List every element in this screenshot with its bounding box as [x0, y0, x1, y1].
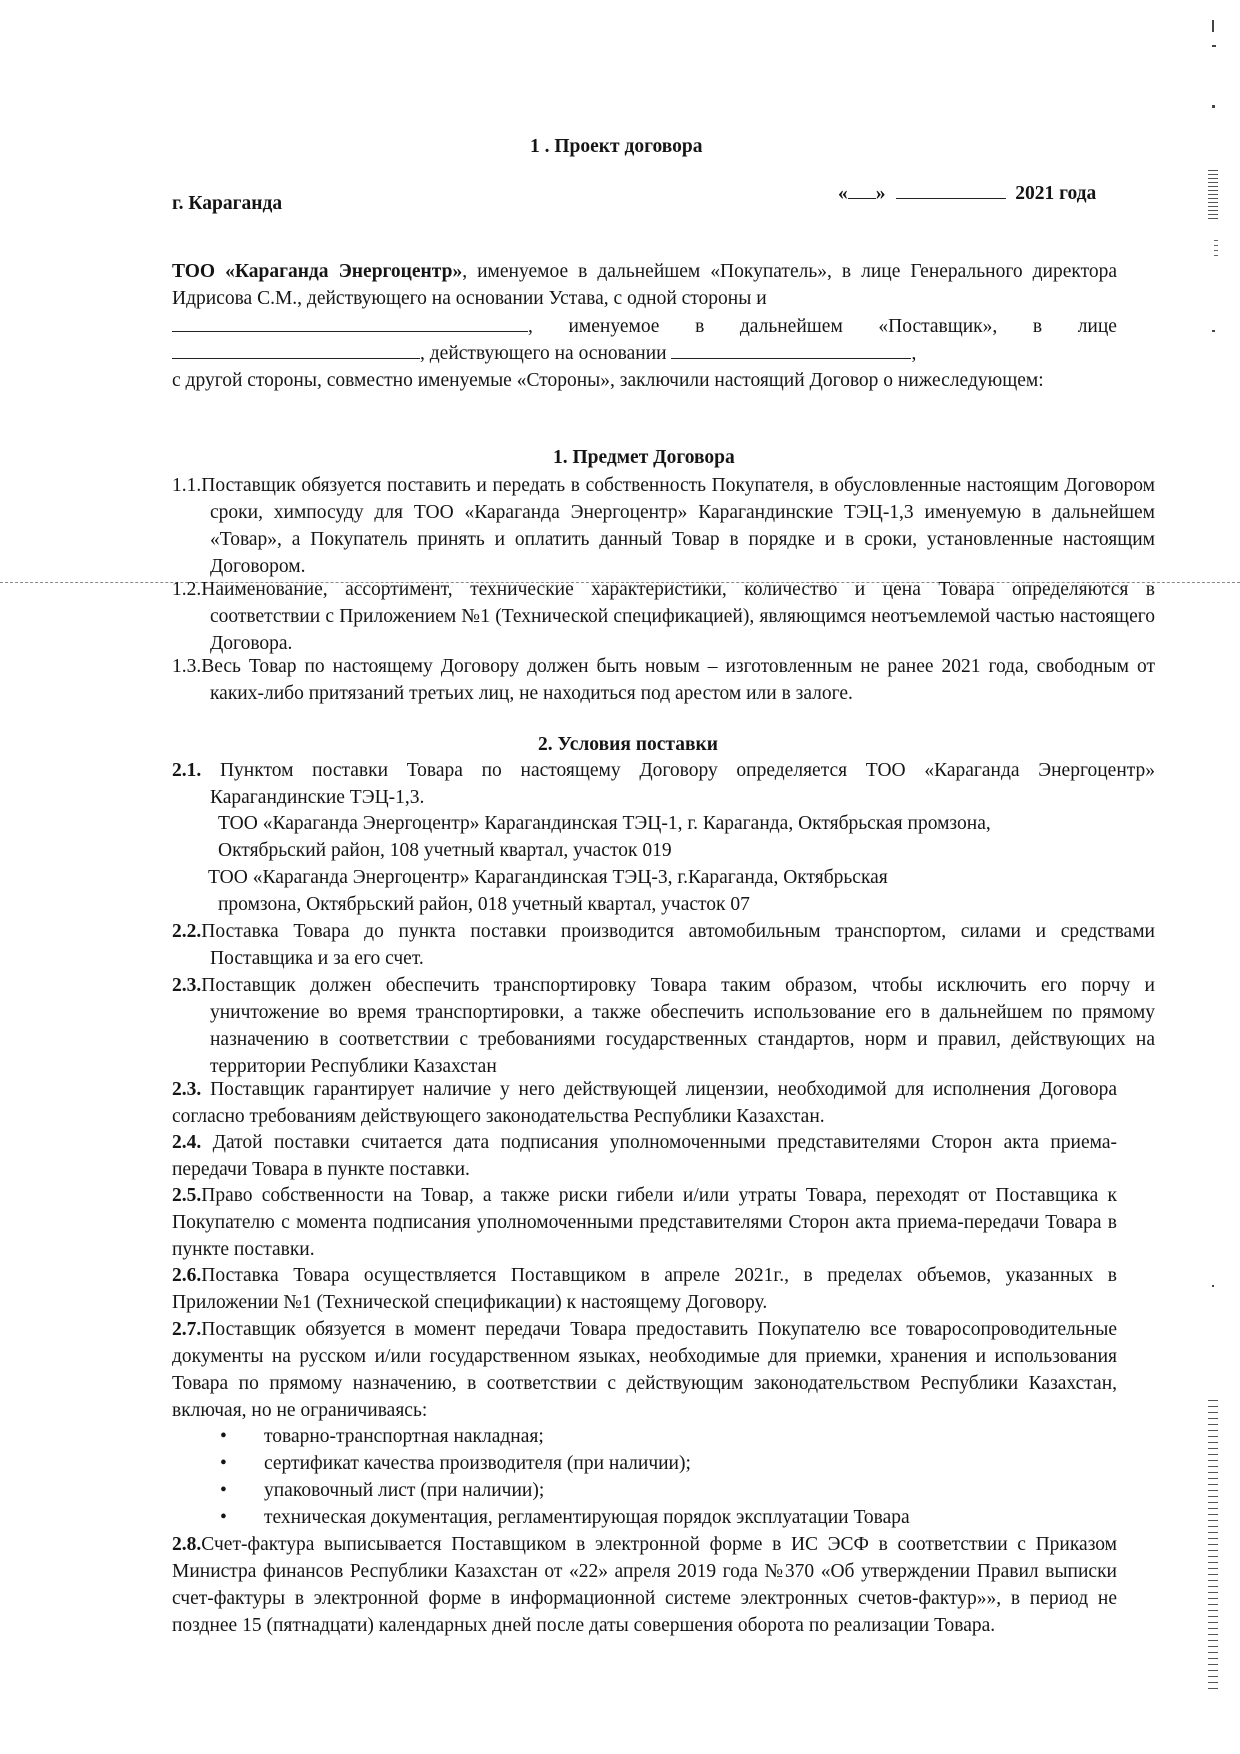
- preamble-word: в: [1032, 316, 1043, 337]
- preamble-word: в: [695, 316, 705, 337]
- clause-2-6: 2.6.Поставка Товара осуществляется Поставщиком в апреле 2021г., в пределах объемов, указанных в Приложении №1 (Технической спецификации) к настоящему Договору.: [172, 1265, 1117, 1313]
- supplier-name-blank: [172, 313, 528, 332]
- preamble-line3: [172, 340, 916, 367]
- preamble-word: дальнейшем: [739, 316, 843, 337]
- scan-artifact-mark: [1212, 105, 1215, 108]
- clause-2-3: 2.3.Поставщик должен обеспечить транспортировку Товара таким образом, чтобы исключить его порчу и уничтожение во время транспортировки, а также обеспечить использование его в дальнейшем по прямому назначению в соответствии с требованиями государственных стандартов, норм и правил, действующих на территории Республики Казахстан: [172, 975, 1155, 1077]
- month-blank: [896, 180, 1006, 199]
- day-blank: [848, 180, 876, 199]
- list-item: • упаковочный лист (при наличии);: [220, 1480, 545, 1501]
- clause-1-3: 1.3.Весь Товар по настоящему Договору должен быть новым – изготовленным не ранее 2021 года, свободным от каких-либо притязаний третьих лиц, не находиться под арестом или в залоге.: [172, 656, 1155, 704]
- preamble-word: именуемое: [568, 316, 660, 337]
- address-tec3-line1: ТОО «Караганда Энергоцентр» Карагандинская ТЭЦ-3, г.Караганда, Октябрьская: [208, 867, 888, 888]
- date-close-quote: »: [875, 183, 886, 204]
- list-item: • техническая документация, регламентирующая порядок эксплуатации Товара: [220, 1507, 910, 1528]
- clause-1-1: 1.1.Поставщик обязуется поставить и передать в собственность Покупателя, в обусловленные настоящим Договором сроки, химпосуду для ТОО «Караганда Энергоцентр» Карагандинские ТЭЦ-1,3 именуемую в дальнейшем «Товар», а Покупатель принять и оплатить данный Товар в порядке и в сроки, установленные настоящим Договором.: [172, 475, 1155, 577]
- date-open-quote: «: [838, 183, 848, 204]
- date-year: 2021 года: [1015, 183, 1097, 204]
- city: г. Караганда: [172, 193, 283, 214]
- section1-heading: 1. Предмет Договора: [553, 447, 735, 468]
- clause-2-1: 2.1. Пунктом поставки Товара по настоящему Договору определяется ТОО «Караганда Энергоцентр» Карагандинские ТЭЦ-1,3.: [172, 760, 1156, 808]
- section2-heading: 2. Условия поставки: [538, 734, 718, 755]
- preamble-word: «Поставщик»,: [878, 316, 998, 337]
- list-item: • товарно-транспортная накладная;: [220, 1426, 544, 1447]
- clause-2-4: 2.4. Датой поставки считается дата подписания уполномоченными представителями Сторон акта приема-передачи Товара в пункте поставки.: [172, 1132, 1117, 1180]
- date-line: [838, 180, 1096, 207]
- comma: ,: [528, 316, 533, 337]
- scan-artifact-mark: [1212, 20, 1214, 32]
- preamble-text: , именуемое в дальнейшем «Покупатель», в лице Генерального директора Идрисова С.М., действующего на основании Устава, с одной стороны и: [172, 261, 1118, 309]
- address-tec3-line2: промзона, Октябрьский район, 018 учетный квартал, участок 07: [218, 894, 750, 915]
- list-item: • сертификат качества производителя (при наличии);: [220, 1453, 691, 1474]
- preamble-line4: с другой стороны, совместно именуемые «Стороны», заключили настоящий Договор о нижеследующем:: [172, 370, 1044, 391]
- preamble-word: лице: [1077, 316, 1117, 337]
- scan-artifact-mark: [1212, 1285, 1214, 1287]
- comma: ,: [911, 343, 917, 364]
- scan-artifact-mark: [1212, 330, 1215, 332]
- preamble-line2: [172, 313, 1117, 340]
- scan-artifact-mark: [1208, 1400, 1218, 1690]
- clause-2-2: 2.2.Поставка Товара до пункта поставки производится автомобильным транспортом, силами и средствами Поставщика и за его счет.: [172, 921, 1155, 969]
- buyer-company: ТОО «Караганда Энергоцентр»: [172, 261, 463, 282]
- scan-artifact-mark: [1208, 170, 1218, 220]
- clause-1-2: 1.2.Наименование, ассортимент, технические характеристики, количество и цена Товара определяются в соответствии с Приложением №1 (Технической спецификацией), являющимся неотъемлемой частью настоящего Договора.: [172, 579, 1155, 654]
- preamble-line1: [172, 258, 1117, 312]
- scan-artifact-mark: [1212, 45, 1216, 47]
- clause-2-3-license: 2.3. Поставщик гарантирует наличие у него действующей лицензии, необходимой для исполнения Договора согласно требованиям действующего законодательства Республики Казахстан.: [172, 1079, 1117, 1127]
- address-tec1-line1: ТОО «Караганда Энергоцентр» Карагандинская ТЭЦ-1, г. Караганда, Октябрьская промзона,: [218, 813, 991, 834]
- clause-2-7: 2.7.Поставщик обязуется в момент передачи Товара предоставить Покупателю все товаросопроводительные документы на русском и/или государственном языках, необходимые для приемки, хранения и использования Товара по прямому назначению, в соответствии с действующим законодательством Республики Казахстан, включая, но не ограничиваясь:: [172, 1319, 1117, 1421]
- representative-blank: [172, 340, 420, 359]
- preamble-text: , действующего на основании: [420, 343, 667, 364]
- clause-2-8: 2.8.Счет-фактура выписывается Поставщиком в электронной форме в ИС ЭСФ в соответствии с Приказом Министра финансов Республики Казахстан от «22» апреля 2019 года №370 «Об утверждении Правил выписки счет-фактуры в электронной форме в информационной системе электронных счетов-фактур»», в период не позднее 15 (пятнадцати) календарных дней после даты совершения оборота по реализации Товара.: [172, 1534, 1117, 1636]
- scan-artifact-mark: [1214, 240, 1218, 260]
- address-tec1-line2: Октябрьский район, 108 учетный квартал, участок 019: [218, 840, 672, 861]
- document-title: 1 . Проект договора: [530, 136, 703, 157]
- basis-blank: [671, 340, 911, 359]
- clause-2-5: 2.5.Право собственности на Товар, а также риски гибели и/или утраты Товара, переходят от Поставщика к Покупателю с момента подписания уполномоченными представителями Сторон акта приема-передачи Товара в пункте поставки.: [172, 1185, 1117, 1260]
